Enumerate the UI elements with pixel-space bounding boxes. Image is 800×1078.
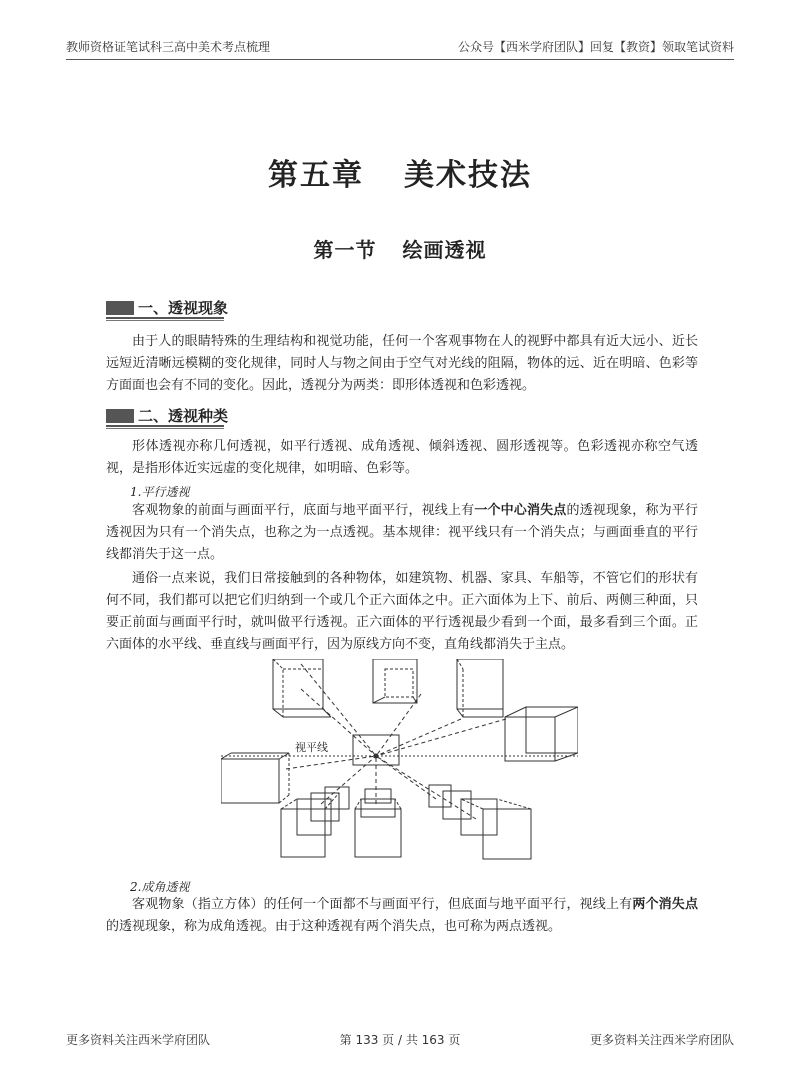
heading-marker [106,301,134,315]
section-name: 绘画透视 [402,238,487,262]
heading-underline [106,425,224,427]
footer-left-text: 更多资料关注西米学府团队 [66,1033,211,1047]
item-label-angular: 2.成角透视 [130,880,190,894]
cube-top-right [457,659,503,717]
page-number: 第 133 页 / 共 163 页 [339,1033,461,1047]
heading-underline [106,317,224,319]
section-title [0,234,800,263]
horizon-label: 视平线 [295,741,328,754]
header-left-text: 教师资格证笔试科三高中美术考点梳理 [66,40,271,54]
paragraph-parallel-definition [106,500,698,566]
section-number: 第一节 [313,238,377,262]
paragraph-perspective-types: 形体透视亦称几何透视，如平行透视、成角透视、倾斜透视、圆形透视等。色彩透视亦称空气透视，是指形体近实远虚的变化规律，如明暗、色彩等。 [106,439,698,476]
header-right-text: 公众号【西米学府团队】回复【教资】领取笔试资料 [457,40,734,54]
text-run: 客观物象的前面与画面平行，底面与地平面平行，视线上有 [132,503,475,518]
cube-top-center [373,659,417,703]
paragraph-perspective-phenomenon: 由于人的眼睛特殊的生理结构和视觉功能，任何一个客观事物在人的视野中都具有近大远小、近长远短近清晰远模糊的变化规律，同时人与物之间由于空气对光线的阻隔，物体的远、近在明暗、色彩等方面面也会有不同的变化。因此，透视分为两类：即形体透视和色彩透视。 [106,334,698,393]
bold-term: 一个中心消失点 [474,503,567,518]
cube-right-middle [505,707,578,761]
text-run: 的透视现象，称为成角透视。由于这种透视有两个消失点，也可称为两点透视。 [106,919,562,934]
footer-right-text: 更多资料关注西米学府团队 [589,1033,734,1047]
item-label-parallel: 1.平行透视 [130,485,190,499]
heading-underline-thin [106,428,224,429]
vanishing-point [374,754,378,758]
heading-underline-thin [106,320,224,321]
chapter-name: 美术技法 [404,158,532,193]
subsection-title-1: 一、透视现象 [138,299,229,317]
parallel-perspective-figure [221,659,578,863]
cube-stack-bottom-left [281,787,349,857]
chapter-title [0,150,800,194]
cube-stack-bottom-right [429,785,531,859]
header-rule [66,59,734,60]
text-run: 客观物象（指立方体）的任何一个面都不与画面平行，但底面与地平面平行，视线上有 [132,897,633,912]
cube-stack-bottom-center [355,789,401,857]
text-run: 的透视现象，称为平行透视因为只有一个消失点，也称之为一点透视。基本规律：视平线只有一个消失点；与画面垂直的平行线都消失于这一点。 [106,503,698,562]
subsection-title-2: 二、透视种类 [138,407,229,425]
chapter-number: 第五章 [268,158,364,193]
heading-marker [106,409,134,423]
bold-term: 两个消失点 [632,897,698,912]
paragraph-angular-definition [106,894,698,938]
cube-left-middle [221,753,289,803]
paragraph-parallel-explanation: 通俗一点来说，我们日常接触到的各种物体，如建筑物、机器、家具、车船等，不管它们的形状有何不同，我们都可以把它们归纳到一个或几个正六面体之中。正六面体为上下、前后、两侧三种面，只要正前面与画面平行时，就叫做平行透视。正六面体的平行透视最少看到一个面，最多看到三个面。正六面体的水平线、垂直线与画面平行，因为原线方向不变，直角线都消失于主点。 [106,571,698,652]
